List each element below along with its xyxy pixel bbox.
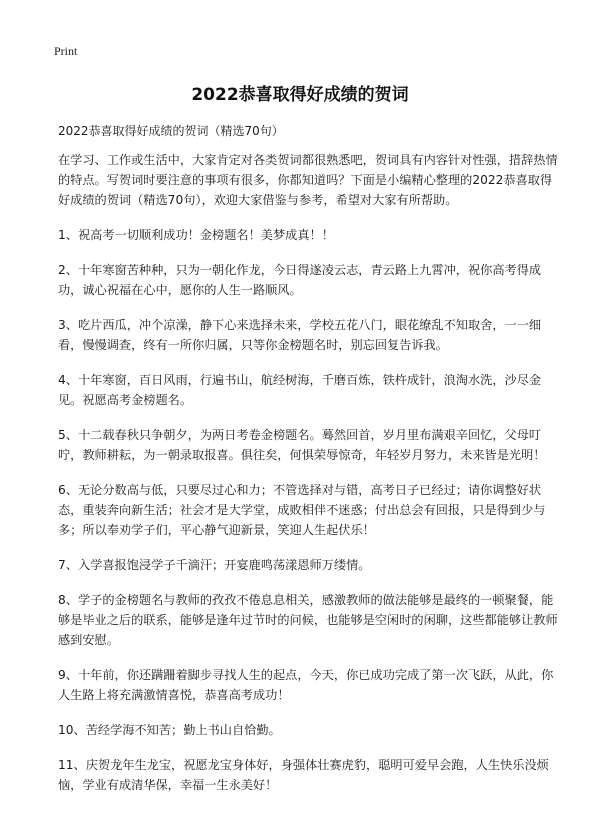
greeting-item-2: 2、十年寒窗苦种种，只为一朝化作龙，今日得遂凌云志，青云路上九霄冲，祝你高考得成功，诚心祝福在心中，愿你的人生一路顺风。	[58, 263, 542, 297]
document-subtitle: 2022恭喜取得好成绩的贺词（精选70句）	[58, 124, 284, 138]
greeting-item-8: 8、学子的金榜题名与教师的孜孜不倦息息相关，感激教师的做法能够是最终的一顿聚餐，能够是毕业之后的联系，能够是逢年过节时的问候，也能够是空闲时的闲聊，这些都能够让教师感到安慰。	[58, 593, 558, 647]
greeting-item-6: 6、无论分数高与低，只要尽过心和力；不管选择对与错，高考日子已经过；请你调整好状态，重装奔向新生活；社会才是大学堂，成败相伴不迷惑；付出总会有回报，只是得到少与多；所以奉劝学子们，平心静气迎新景，笑迎人生起伏乐！	[58, 483, 546, 537]
intro-paragraph: 在学习、工作或生活中，大家肯定对各类贺词都很熟悉吧，贺词具有内容针对性强，措辞热情的特点。写贺词时要注意的事项有很多，你都知道吗？下面是小编精心整理的2022恭喜取得好成绩的贺词（精选70句），欢迎大家借鉴与参考，希望对大家有所帮助。	[58, 153, 558, 207]
greeting-item-3: 3、吃片西瓜，冲个凉澡，静下心来选择未来，学校五花八门，眼花缭乱不知取舍，一一细看，慢慢调查，终有一所你归属，只等你金榜题名时，别忘回复告诉我。	[58, 318, 542, 352]
greeting-item-10: 10、苦经学海不知苦；勤上书山自恰勤。	[58, 723, 281, 737]
greeting-item-7: 7、入学喜报饱浸学子千滴汗；开宴鹿鸣荡漾恩师万缕情。	[58, 558, 371, 572]
document-body	[58, 150, 558, 810]
greeting-item-9: 9、十年前，你还蹒跚着脚步寻找人生的起点，今天，你已成功完成了第一次飞跃，从此，你人生路上将充满激情喜悦，恭喜高考成功！	[58, 668, 554, 702]
print-label: Print	[54, 44, 78, 58]
greeting-item-1: 1、祝高考一切顺利成功！金榜题名！美梦成真！！	[58, 228, 334, 242]
greeting-item-4: 4、十年寒窗，百日风雨，行遍书山，航经树海，千磨百炼，铁杵成针，浪淘水洗，沙尽金见。祝愿高考金榜题名。	[58, 373, 542, 407]
greeting-item-11: 11、庆贺龙年生龙宝，祝愿龙宝身体好，身强体壮赛虎豹，聪明可爱早会跑，人生快乐没烦恼，学业有成清华保，幸福一生永美好！	[58, 758, 549, 792]
page-title: 2022恭喜取得好成绩的贺词	[191, 85, 409, 105]
greeting-item-5: 5、十二载春秋只争朝夕，为两日考卷金榜题名。蓦然回首，岁月里布满艰辛回忆，父母叮咛，教师耕耘，为一朝录取报喜。俱往矣，何惧荣辱惊奇，年轻岁月努力，未来皆是光明！	[58, 428, 546, 462]
